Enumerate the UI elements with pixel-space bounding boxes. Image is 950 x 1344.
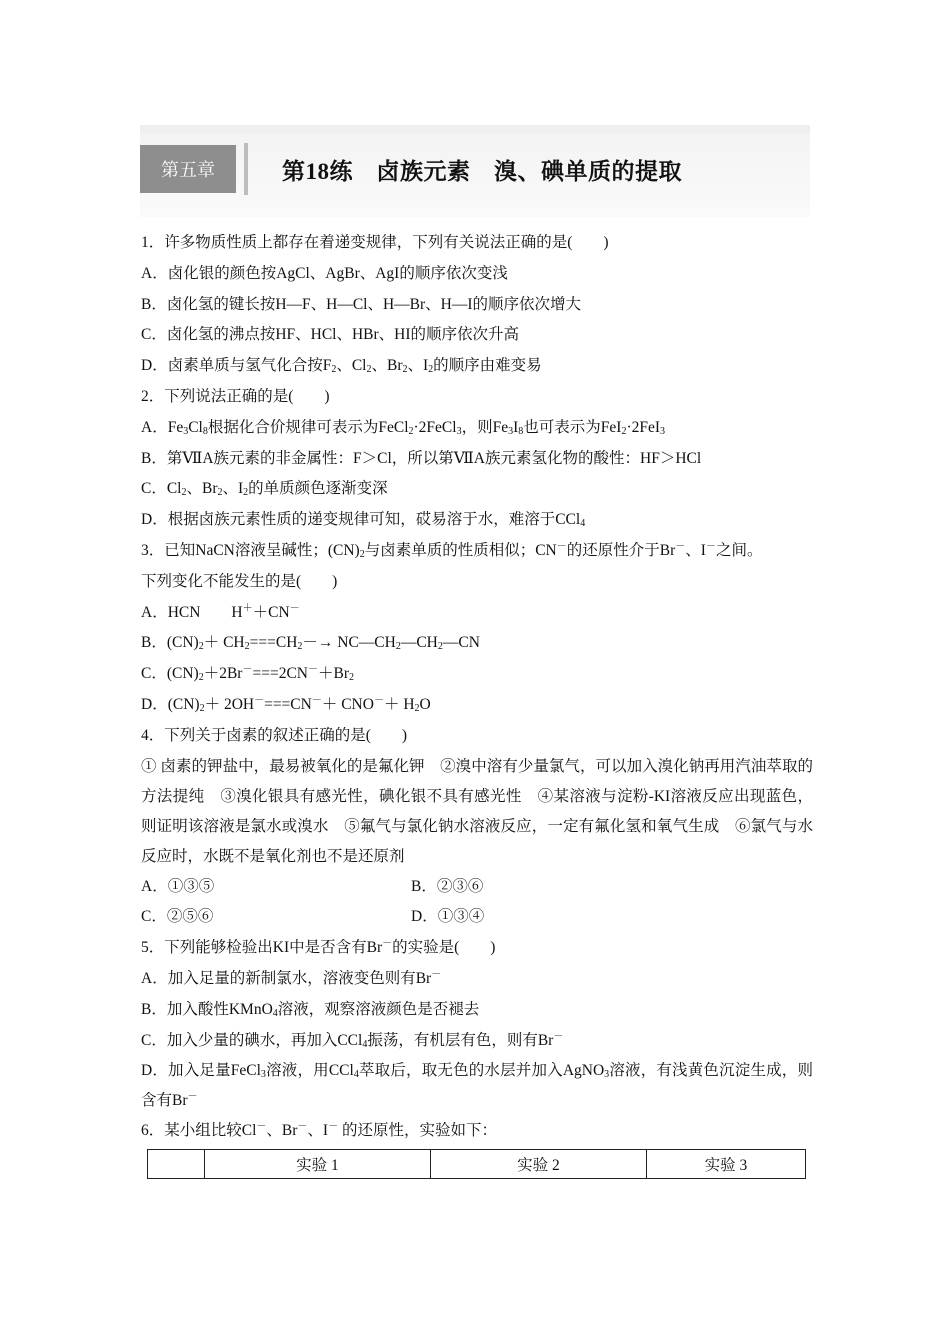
table-header-blank (148, 1150, 205, 1179)
q4-options-row-2 (141, 902, 813, 933)
page-header (140, 125, 810, 217)
q2-option-a: A．$Fe_3Cl_8$根据化合价规律可表示为FeCl$_2$·2FeCl$_3$，则$Fe_3I_8$也可表示为FeI$_2$·2FeI$_3$ (141, 418, 666, 437)
table-header-experiment-1: 实验 1 (205, 1150, 431, 1179)
q3-stem-continued: 下列变化不能发生的是( ) (141, 572, 338, 590)
q4-option-a: A．①③⑤ (141, 877, 215, 895)
table-header-experiment-2: 实验 2 (431, 1150, 647, 1179)
q5-option-d: D．加入足量FeCl$_3$溶液，用CCl$_4$萃取后，取无色的水层并加入AgNO$_3$溶液，有浅黄色沉淀生成，则含有Br－ (141, 1062, 813, 1110)
q1-option-a: A．卤化银的颜色按AgCl、AgBr、AgI的顺序依次变浅 (141, 264, 508, 282)
question-list (141, 228, 813, 1179)
experiment-table (147, 1149, 806, 1179)
q4-options-row-1 (141, 872, 813, 903)
q3-option-d: D．$(CN)_2+ 2OH^-===CN^-+ CNO^-+ H_2O$ (141, 694, 431, 714)
header-divider (244, 143, 248, 195)
q1-option-d: D．卤素单质与氢气化合按$F_2$、$Cl_2$、$Br_2$、$I_2$的顺序由难变易 (141, 357, 542, 376)
q3-stem: 3．已知NaCN溶液呈碱性；$(CN)_2$与卤素单质的性质相似；CN－的还原性介于Br－、I－之间。 (141, 540, 763, 560)
q4-statements: ① 卤素的钾盐中，最易被氧化的是氟化钾 ②溴中溶有少量氯气，可以加入溴化钠再用汽油萃取的方法提纯 ③溴化银具有感光性，碘化银不具有感光性 ④某溶液与淀粉-KI溶液反应出现蓝色，则证明该溶液是氯水或溴水 ⑤氟气与氯化钠水溶液反应，一定有氟化氢和氧气生成 ⑥氯气与水反应时，水既不是氧化剂也不是还原剂 (141, 757, 813, 865)
table-header-experiment-3: 实验 3 (647, 1150, 806, 1179)
q4-option-d: D．①③④ (411, 908, 485, 926)
q4-option-b: B．②③⑥ (411, 877, 484, 895)
q3-option-a: A．HCN H＋＋CN－ (141, 602, 300, 621)
q4-option-c: C．②⑤⑥ (141, 908, 214, 926)
table-header-row (148, 1150, 806, 1179)
q2-stem: 2．下列说法正确的是( ) (141, 387, 330, 405)
q1-stem: 1．许多物质性质上都存在着递变规律，下列有关说法正确的是( ) (141, 234, 609, 251)
q1-option-c: C．卤化氢的沸点按HF、HCl、HBr、HI的顺序依次升高 (141, 326, 520, 344)
q5-option-a: A．加入足量的新制氯水，溶液变色则有Br－ (141, 968, 442, 987)
q5-option-b: B．加入酸性KMnO$_4$溶液，观察溶液颜色是否褪去 (141, 1000, 480, 1019)
q5-stem: 5．下列能够检验出KI中是否含有Br－的实验是( ) (141, 938, 496, 957)
q6-stem: 6．某小组比较Cl－、Br－、I－ 的还原性，实验如下： (141, 1121, 497, 1140)
q5-option-c: C．加入少量的碘水，再加入CCl$_4$振荡，有机层有色，则有Br－ (141, 1030, 564, 1050)
q1-option-b: B．卤化氢的键长按H—F、H—Cl、H—Br、H—I的顺序依次增大 (141, 295, 582, 313)
q2-option-c: C．$Cl_2$、$Br_2$、$I_2$的单质颜色逐渐变深 (141, 480, 388, 499)
q4-stem: 4．下列关于卤素的叙述正确的是( ) (141, 726, 408, 744)
q2-option-b: B．第ⅦA族元素的非金属性：F＞Cl，所以第ⅦA族元素氢化物的酸性：HF＞HCl (141, 449, 702, 467)
chapter-label: 第五章 (140, 145, 236, 193)
q3-option-b: B．$(CN)_2+ CH_2===CH_2-\to$ $NC—CH_2—CH_2—CN$ (141, 634, 480, 653)
q2-option-d: D．根据卤族元素性质的递变规律可知，砹易溶于水，难溶于CCl$_4$ (141, 511, 586, 530)
q3-option-c: C．$(CN)_2+2Br^-===2CN^-+Br_2$ (141, 664, 354, 684)
page-title: 第18练 卤族元素 溴、碘单质的提取 (282, 158, 682, 184)
